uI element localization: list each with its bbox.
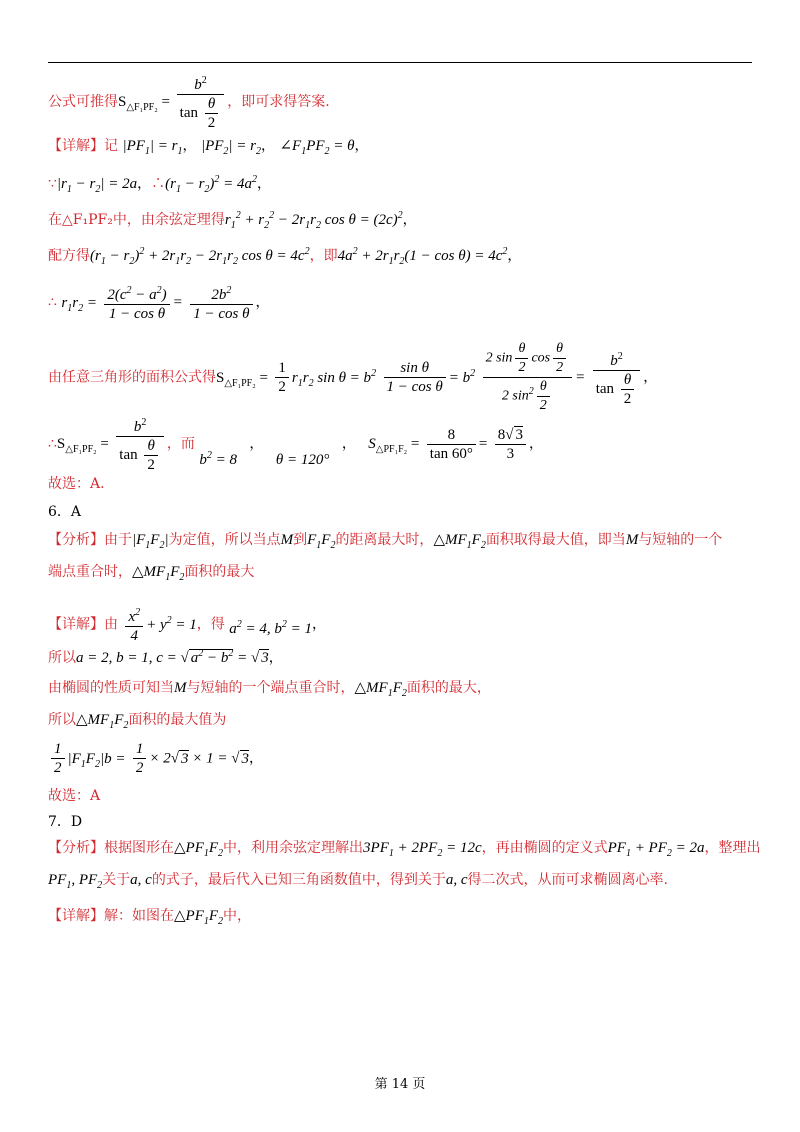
line-answer-a-6: 故选：A (48, 788, 101, 804)
text: 解：如图在 (104, 908, 174, 924)
text: 的式子，最后代入已知三角函数值中，得到关于 (151, 872, 446, 888)
line-analysis-7: 【分析】根据图形在$\triangle PF_1F_2$中，利用余弦定理解出$3PF_1 + 2PF_2 = 12c$，再由椭圆的定义式$PF_1 + PF_2 = 2a$，整理出 (48, 840, 761, 859)
text: 中，利用余弦定理解出 (223, 840, 364, 856)
text: ，得 (196, 616, 225, 633)
text: 公式可推得 (48, 94, 118, 110)
line-answer-a: 故选：A. (48, 476, 105, 492)
tag-analysis: 【分析】 (48, 532, 104, 548)
line-detail-7: 【详解】解：如图在$\triangle PF_1F_2$中， (48, 908, 252, 927)
line-since: $\because|r_1 - r_2| = 2a$，$\therefore(r_1 - r_2)^2 = 4a^2$， (48, 174, 272, 195)
text: 在△F₁PF₂中，由余弦定理得 (48, 212, 225, 228)
text: 与短轴的一个 (638, 532, 723, 548)
line-cosine-law: 在△F₁PF₂中，由余弦定理得$r_1^2 + r_2^2 - 2r_1r_2$ $\cos \theta = (2c)^2$， (48, 210, 417, 231)
header-rule (48, 62, 752, 63)
text: 关于 (102, 872, 131, 888)
text: 中， (223, 908, 252, 924)
tag-detail: 【详解】 (48, 138, 104, 154)
therefore-symbol: ∴ (48, 436, 57, 452)
text: 得二次式，从而可求椭圆离心率. (467, 872, 668, 888)
line-formula-derive: 公式可推得$S_{\triangle F_1PF_2}$ = $b^2$ tan $\frac{\theta}{2}$ ，即可求得答案. (48, 72, 330, 132)
line-r1r2: ∴ $r_1r_2$ = $\frac{2(c^2 - a^2)}{\text{1 − cos θ}}$ = $\frac{2b^2}{\text{1 − cos θ}}$ ， (48, 282, 270, 323)
line-values: 所以a = 2, b = 1, c = √ $a^2 - b^2$ = √ 3， (48, 648, 283, 666)
text: ，而 (166, 436, 195, 452)
text: ，整理出 (704, 840, 761, 856)
text: 由任意三角形的面积公式得 (48, 369, 216, 386)
line-analysis-6-cont: 端点重合时，$\triangle MF_1F_2$面积的最大 (48, 564, 255, 583)
text: ，再由椭圆的定义式 (481, 840, 608, 856)
text: 所以 (48, 650, 76, 666)
tag-detail: 【详解】 (48, 908, 104, 924)
since-symbol: ∵ (48, 176, 57, 192)
text: 记 (104, 138, 118, 154)
line-max-area: 所以$\triangle MF_1F_2$面积的最大值为 (48, 712, 227, 731)
text: 根据图形在 (104, 840, 174, 856)
line-detail-define: 【详解】记 $|PF_1| = r_1$， $|PF_2| = r_2$， $\angle F_1PF_2 = \theta$， (48, 138, 369, 157)
text: 所以 (48, 712, 76, 728)
text: 端点重合时， (48, 564, 132, 580)
text: 配方得 (48, 248, 90, 264)
text: 由椭圆的性质可知当 (48, 680, 174, 696)
question-6-answer: 6．A (48, 504, 82, 520)
text: 的距离最大时， (335, 532, 434, 548)
text: 与短轴的一个端点重合时， (186, 680, 355, 696)
line-detail-6: 【详解】由 $\frac{x^2}{4}$ + $y^2 = 1$，得 $a^2 = 4$, $b^2 = 1$， (48, 604, 326, 645)
text: 为定值，所以当点 (168, 532, 281, 548)
line-analysis-7-cont: $PF_1$, $PF_2$关于a, c的式子，最后代入已知三角函数值中，得到关于a, c得二次式，从而可求椭圆离心率. (48, 872, 668, 891)
text: ，即可求得答案. (227, 94, 330, 110)
text: 由于 (104, 532, 132, 548)
line-analysis-6: 【分析】由于$|F_1F_2|$为定值，所以当点M到$F_1F_2$的距离最大时，$\triangle MF_1F_2$面积取得最大值，即当M与短轴的一个 (48, 532, 723, 551)
question-7-answer: 7．D (48, 814, 83, 830)
text: 面积的最大 (184, 564, 255, 580)
text: 到 (293, 532, 308, 548)
line-property: 由椭圆的性质可知当M与短轴的一个端点重合时，$\triangle MF_1F_2$面积的最大， (48, 680, 491, 699)
text: 面积取得最大值，即当 (485, 532, 626, 548)
page-number: 第 14 页 (374, 1077, 426, 1092)
line-max-area-value: $\frac{1}{2}$ $|F_1F_2|b$ = $\frac{1}{2}$ × 2√ 3 × 1 = √ 3， (48, 740, 263, 777)
tag-analysis: 【分析】 (48, 840, 104, 856)
line-conclusion: $\therefore S_{\triangle F_1PF_2}$ = $b^2$ tan $\frac{\theta}{2}$ ，而 $b^2 = 8$ ， θ = 120° ， $S_{\triangle PF_1F_2}$ = $\frac{8}{\tan 60^\circ}$ = $\frac{8√ 3}{3}$ ， (48, 414, 543, 474)
text: 由 (104, 616, 118, 633)
line-area-formula: 由任意三角形的面积公式得$S_{\triangle F_1PF_2}$ = $\frac{1}{2}$ $r_1r_2$ $\sin \theta = b^2$ $\frac{\text{sin θ}}{\text{1 − cos θ}}$ = $b^2$ 2 sin $\frac{\theta}{2}$ cos $\frac{\theta}{2}$ 2 $\sin^2$ $\frac{\theta}{2}$ = $b^2$ tan $\frac{\theta}{2}$ ， (48, 341, 658, 413)
text: 面积的最大值为 (128, 712, 227, 728)
line-complete-square: 配方得$(r_1 - r_2)^2 + 2r_1r_2 - 2r_1r_2$ $\cos \theta = 4c^2$，即$4a^2 + 2r_1r_2(1 - \cos \theta) = 4c^2$， (48, 246, 522, 267)
therefore-symbol: ∴ (151, 176, 166, 192)
text: ，即 (309, 248, 338, 264)
therefore-symbol: ∴ (48, 294, 57, 311)
text: 面积的最大， (406, 680, 491, 696)
tag-detail: 【详解】 (48, 616, 104, 633)
